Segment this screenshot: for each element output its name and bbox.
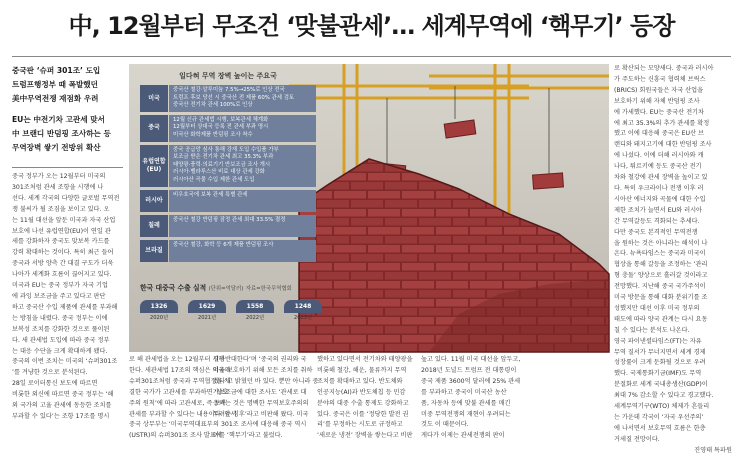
infobox-row-label: 러시아: [140, 190, 168, 212]
article-column-6: [614, 64, 732, 454]
article-line: 을 원하는 것은 아니라는 해석이 나: [614, 239, 708, 247]
article-line: 에 과잉 보조금을 주고 있다고 판단: [12, 292, 106, 300]
article-line: 분절화로 세계 국내총생산(GDP)이: [614, 381, 708, 389]
article-column-1: [12, 172, 124, 424]
subhead-line: 트럼프행정부 때 폭발했던: [12, 80, 98, 89]
article-line: 로 해 관세법을 오는 12월부터 시행: [129, 356, 225, 363]
article-line: 슈퍼301조처럼 중국과 무역협정을 체: [129, 377, 231, 385]
article-line: 나아가 세계화 흐름이 끊어지고 있다.: [12, 271, 112, 279]
article-line: 는 방침을 내렸다. 중국 정부는 이에: [12, 314, 108, 322]
infobox-row-text: [169, 215, 316, 237]
exports-bar-value: 1558: [236, 300, 274, 313]
infobox-row-line: 중국 공급망 심사 통해 강재 도입 수입품 가부: [173, 146, 279, 153]
infobox-row-line: 러시아·벨라루스산 비료 대상 관세 강화: [173, 169, 265, 176]
exports-bar: [236, 300, 274, 323]
article-line: 거세질 전망이다.: [614, 435, 660, 443]
article-line: 에 나서면서 보호무역 흐름은 한층: [614, 424, 706, 432]
infobox-row-line: 러시아산 곡물 수입 제한 관세 도입: [173, 176, 255, 183]
subheads: [12, 64, 123, 155]
article-line: 가보조금에 대한 조사도 ‘관세로 대: [213, 388, 307, 396]
infobox-rows: [140, 85, 316, 262]
article-line: 리’를 부정하는 시도로 규정하고: [317, 421, 403, 429]
infobox-row-label: 칠레: [140, 215, 168, 237]
exports-chart: [140, 283, 322, 347]
infobox-row-line: 중국산 철강 반덤핑 잠정 관세 최대 33.5% 결정: [173, 216, 286, 223]
article-line: 다. 특히 우크라이나 전쟁 이후 러: [614, 184, 704, 192]
exports-bar-year: 2021년: [197, 315, 217, 321]
exports-title: [140, 283, 322, 294]
infobox-row: [140, 240, 316, 262]
article-line: 하고 중국산 수입 제품에 관세를 부과해: [12, 303, 118, 311]
infobox-row: [140, 145, 316, 187]
article-line: 다만 중국도 본격적인 무역전쟁: [614, 228, 698, 236]
article-line: 태도에 따라 양국 관계는 다시 요동: [614, 315, 708, 323]
article-line: 인공지능(AI)과 반도체칩 등 민감: [317, 388, 406, 396]
article-line: 는 대응 수단을 크게 확대하게 됐다.: [12, 347, 108, 355]
article-line: 로 확산되는 모양새다. 중국과 러시아: [614, 65, 714, 72]
article-line: 보호에 나선 유럽연합(EU)이 연일 관: [12, 227, 111, 235]
article-line: ’를 겨냥한 것으로 분석된다.: [12, 369, 88, 377]
article-line: 온다. 뉴욕타임스는 중국과 미국이: [614, 250, 706, 258]
article-line: 높고 있다. 11월 미국 대선을 앞두고,: [421, 356, 521, 363]
infobox-row-line: 12월부터 상대국 등록 전 관세 부과 명시: [173, 124, 269, 131]
infobox-row-text: [169, 240, 316, 262]
article-line: 를 부과하고 중국이 미국산 농산: [421, 388, 507, 396]
infobox-row-text: [169, 190, 316, 212]
article-line: 칠 수 있다는 분석도 나온다.: [614, 326, 690, 334]
article-line: 결사반대한다’며 ‘중국의 권리와 국: [213, 356, 307, 363]
article-line: 중국과 서방 양측 간 대결 구도가 더욱: [12, 260, 114, 268]
article-line: 시아산 에너지와 곡물에 대한 수입: [614, 195, 706, 203]
article-line: 이를 ‘핵무기’라고 불렀다.: [213, 432, 283, 440]
exports-bar-value: 1248: [284, 300, 322, 313]
infobox-row-text: [169, 145, 316, 187]
infobox-row-line: 미국산 화학제품 반덤핑 조사 착수: [173, 131, 253, 138]
article-line: (BRICS) 회원국들은 자국 산업을: [614, 86, 704, 94]
infobox-row-label: 유럽연합(EU): [140, 145, 168, 187]
article-line: 관세를 부과할 수 있다는 내용이다. 앞서: [129, 410, 237, 418]
article-line: 협상을 통해 갈등을 조정하는 ‘관리: [614, 261, 708, 269]
article-line: 형 충돌’ 양상으로 흘러갈 것이라고: [614, 272, 708, 280]
article-line: 최대 7% 감소할 수 있다고 경고했다.: [614, 392, 714, 400]
exports-bar-value: 1629: [188, 300, 226, 313]
article-line: 선다. 세계 각국의 다양한 글로벌 무역전: [12, 194, 120, 202]
article-line: 분야의 대중 수출 통제도 강화하고: [317, 399, 409, 407]
article-line: 익을 보호하기 위해 모든 조치를 취하: [213, 366, 313, 374]
article-line: 보호하기 위해 자체 반덤핑 조사: [614, 97, 700, 105]
article-line: 강력 확대하는 것이다. 특히 최근 들어: [12, 249, 114, 257]
exports-bar: [140, 300, 178, 323]
exports-bar-value: 1326: [140, 300, 178, 313]
article-column-5: [421, 355, 521, 440]
exports-bar: [188, 300, 226, 323]
article-line: 에 나섰다. 이에 더해 러시아와 캐: [614, 152, 704, 160]
article-line: 성장률이 크게 둔화될 것으로 우려: [614, 359, 706, 367]
article-line: 중국의 이번 조치는 미국의 ‘슈퍼301조: [12, 358, 118, 366]
article-line: 보복성 조치를 강화한 것으로 풀이된: [12, 325, 110, 333]
article-line: 미중 무역전쟁의 재현이 우려되는: [421, 410, 511, 418]
infobox-row-label: 미국: [140, 85, 168, 112]
article-line: 랜디와 돼지고기에 대한 반덤핑 조사: [614, 141, 712, 149]
article-line: 세를 강화하자 중국도 맞보복 카드를: [12, 238, 110, 246]
article-column-4: [317, 355, 417, 440]
article-line: 미국 방문을 통해 대화 분위기를 조: [614, 294, 708, 302]
article-line: (USTR)의 슈퍼301조 조사 발표에: [129, 432, 222, 440]
article-line: 나다, 튀르키예 등도 중국산 전기: [614, 163, 702, 171]
infobox-row: [140, 215, 316, 237]
article-line: 무역 질서가 무너지면서 세계 경제: [614, 348, 706, 356]
article-line: 세계무역기구(WTO) 체제가 흔들리: [614, 403, 710, 411]
exports-unit: (단위=억달러): [208, 286, 244, 292]
article-line: 미국과 EU는 중국 정부가 자국 기업: [12, 282, 108, 290]
exports-title-text: 한국 대중국 수출 실적: [140, 284, 207, 292]
subhead-line: 美中무역전쟁 재점화 우려: [12, 94, 99, 103]
article-line: 했고 이에 대응해 중국은 EU산 브: [614, 130, 704, 138]
article-line: 한다. 새관세법 17조의 핵심은 미국의: [129, 366, 231, 374]
article-line: 외 국가의 고율 관세에 동등한 조치를: [12, 402, 112, 410]
infobox-title: 일다혀 무역 장벽 높이는 주요국: [179, 72, 277, 80]
article-line: 했다. 국제통화기금(IMF)도 무역: [614, 370, 702, 378]
article-line: 부과할 수 있다’는 조항 17조를 명시: [12, 412, 110, 420]
article-line: 쟁 불씨가 될 조짐을 보이고 있다. 오: [12, 205, 110, 213]
article-column-2: [129, 355, 237, 440]
article-line: 중국 상무부는 ‘미국무역대표부: [129, 421, 213, 429]
exports-bar-year: 2020년: [149, 315, 169, 321]
article-column-3: [213, 355, 319, 440]
infobox-row-line: 트럼프 후보 당선 시 중국산 전 제품 60% 관세 검토: [173, 94, 295, 101]
article-line: 301조처럼 관세 조항을 시행에 나: [12, 183, 104, 191]
article-line: 는 11월 대선을 앞둔 미국과 자국 산업: [12, 216, 116, 224]
article-line: 진영태 특파원: [694, 446, 732, 454]
exports-bar-year: 2023년: [293, 315, 313, 321]
article-line: 있다. 중국은 이를 ‘정당한 발전 권: [317, 410, 409, 418]
article-line: 제한 조치가 늘면서 EU와 러시아: [614, 206, 703, 214]
subhead-line: 중국판 ‘슈퍼 301조’ 도입: [12, 66, 101, 75]
headline: 中, 12월부터 무조건 ‘맞불관세’… 세계무역에 ‘핵무기’ 등장: [68, 12, 675, 40]
article-line: 중국 정부가 오는 12월부터 미국의: [12, 173, 106, 180]
article-line: 간 무역갈등도 격화되는 추세다.: [614, 217, 700, 225]
article-line: 조치를 확대하고 있다. 반도체와: [317, 377, 403, 385]
article-line: 했하고 있다면서 전기차와 태양광을: [317, 356, 413, 363]
infobox-row-line: 중국산 철강·알루미늄 7.5%→25%로 인상 전국: [173, 87, 285, 93]
article-line: 비롯한 외신에 따르면 중국 정부는 ‘해: [12, 391, 114, 399]
infobox-row-label: 브라질: [140, 240, 168, 262]
article-line: 다. 새 관세법 도입에 따라 중국 정부: [12, 336, 110, 344]
exports-bars: [140, 300, 322, 323]
article-line: 28일 로이터통신 보도에 따르면: [12, 380, 98, 388]
article-line: 에 최고 35.3%의 추가 관세를 확정: [614, 119, 710, 127]
article-line: 두려운 징후’라고 비판해 왔다. 미국: [213, 410, 309, 418]
subhead-line: 무역장벽 쌓기 전방위 확산: [12, 143, 101, 152]
infobox-row-label: 중국: [140, 115, 168, 142]
infobox-row-text: [169, 85, 316, 112]
article-line: 겠다’고 밝혔던 바 있다. 뿐만 아니라 중: [213, 377, 319, 385]
exports-bar: [284, 300, 322, 323]
infobox-row-line: 비우호국에 보복 관세 특별 관세: [173, 191, 248, 198]
article-line: 차와 철강에 관세 장벽을 높이고 있: [614, 174, 708, 182]
infobox-row-line: 12월 신규 관세법 시행, 보복관세 체계화: [173, 116, 269, 123]
exports-bar-year: 2022년: [245, 315, 265, 321]
article-line: 비롯해 철강, 해운, 물류까지 무역: [317, 366, 407, 374]
infobox-row-line: 태양광·풍력·의료기기 반보조금 조사 개시: [173, 161, 271, 168]
exports-source: 자료=한국무역협회: [245, 286, 292, 292]
article-line: ‘새로운 냉전’ 장벽을 쌓는다고 비판: [317, 432, 413, 440]
infobox-row: [140, 115, 316, 142]
subhead-line: EU는 中전기차 고관세 맞서: [12, 115, 105, 124]
article-line: 가 주도하는 신흥국 협력체 브릭스: [614, 75, 706, 83]
infobox-row-line: 보조금 받은 전기차 관세 최고 35.3% 부과: [173, 154, 274, 161]
article-line: 성했지만 대선 이후 미국 정부의: [614, 304, 700, 312]
subhead-gap: [12, 106, 123, 113]
infobox-row: [140, 85, 316, 112]
article-line: 결한 국가가 고관세를 부과하면 ‘상호: [129, 388, 229, 396]
article-line: 의 301조 조사에 대응해 중국 역시: [213, 421, 307, 429]
article-line: 영국 파이낸셜타임스(FT)는 자유: [614, 337, 702, 345]
article-line: 는 가운데 각국이 ‘자국 우선주의’: [614, 414, 704, 421]
article-line: 것도 이 때문이다.: [421, 421, 469, 429]
article-line: 주의 원칙’에 따라 고관세로, 즉 보복: [129, 399, 227, 407]
subhead-rule: [12, 167, 123, 168]
infobox-row: [140, 190, 316, 212]
infobox-row-text: [169, 115, 316, 142]
article-line: 게다가 이제는 관세전쟁의 판이: [421, 432, 505, 440]
infobox-row-line: 중국산 전기차 관세 100%로 인상: [173, 102, 253, 109]
article-line: 중국 제품 3600억 달러에 25% 관세: [421, 377, 521, 385]
article-line: 2018년 도널드 트럼프 전 대통령이: [421, 366, 517, 374]
infobox-row-line: 중국산 철강, 화학 등 6개 제품 반덤핑 조사: [173, 241, 274, 248]
article-line: 에 가세했다. EU는 중국산 전기차: [614, 108, 704, 116]
headline-rule: [12, 56, 731, 57]
article-line: 품, 자동차 등에 맞불 관세를 매긴: [421, 399, 511, 407]
subhead-line: 中 브랜디 반덤핑 조사하는 등: [12, 129, 111, 138]
headline-area: [0, 0, 743, 60]
article-line: 전망했다. 지난해 중국 국가주석이: [614, 283, 706, 291]
article-line: 응하는 것은 명백한 무역보호주의의: [213, 399, 309, 407]
